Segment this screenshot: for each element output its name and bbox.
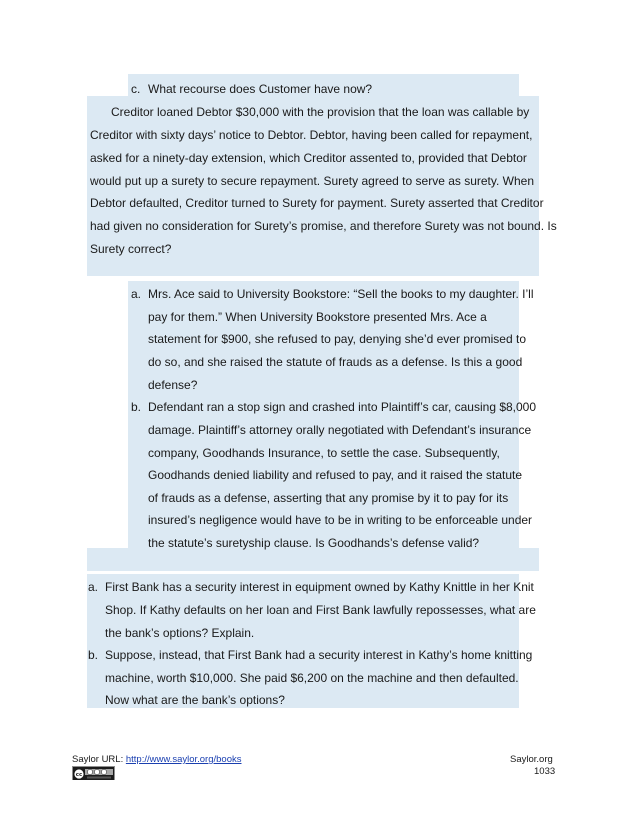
footer-url-line	[72, 754, 242, 765]
list-item-line: machine, worth $10,000. She paid $6,200 on the machine and then defaulted.	[105, 671, 519, 685]
list-item-line: the statute’s suretyship clause. Is Goodhands’s defense valid?	[148, 536, 480, 550]
list-marker: a.	[131, 287, 142, 301]
list-item-line: statement for $900, she refused to pay, denying she’d ever promised to	[148, 332, 526, 346]
page-number: 1033	[534, 766, 556, 777]
list-marker: a.	[88, 580, 99, 594]
creative-commons-license-icon	[72, 766, 115, 780]
question-text: What recourse does Customer have now?	[148, 82, 373, 96]
list-marker: b.	[88, 648, 99, 662]
svg-text:cc: cc	[75, 772, 83, 778]
cc-badge-graphic	[73, 768, 114, 780]
paragraph-line: Debtor defaulted, Creditor turned to Surety for payment. Surety asserted that Creditor	[90, 196, 544, 210]
list-item-line: Defendant ran a stop sign and crashed into Plaintiff’s car, causing $8,000	[148, 400, 537, 414]
list-item-line: insured’s negligence would have to be in writing to be enforceable under	[148, 513, 533, 527]
list-item-line: First Bank has a security interest in equipment owned by Kathy Knittle in her Knit	[105, 580, 534, 594]
paragraph-line: had given no consideration for Surety’s promise, and therefore Surety was not bound. Is	[90, 219, 557, 233]
list-item-line: Mrs. Ace said to University Bookstore: “Sell the books to my daughter. I’ll	[148, 287, 534, 301]
list-marker: c.	[131, 82, 141, 96]
paragraph-line: Creditor with sixty days’ notice to Debtor. Debtor, having been called for repayment,	[90, 128, 533, 142]
highlight-list2	[87, 574, 519, 708]
list-item-line: Goodhands denied liability and refused to pay, and it raised the statute	[148, 468, 523, 482]
paragraph-line: Creditor loaned Debtor $30,000 with the provision that the loan was callable by	[111, 105, 530, 119]
list-item-line: damage. Plaintiff’s attorney orally negotiated with Defendant’s insurance	[148, 423, 532, 437]
list-item-line: company, Goodhands Insurance, to settle the case. Subsequently,	[148, 446, 500, 460]
list-item-line: Now what are the bank’s options?	[105, 693, 285, 707]
paragraph-line: would put up a surety to secure repayment. Surety agreed to serve as surety. When	[90, 174, 535, 188]
list-marker: b.	[131, 400, 142, 414]
list-item-line: Suppose, instead, that First Bank had a security interest in Kathy’s home knitting	[105, 648, 533, 662]
list-item-line: defense?	[148, 378, 198, 392]
highlight-list1-tail	[87, 548, 539, 571]
footer-site: Saylor.org	[510, 754, 553, 765]
list-item-line: Shop. If Kathy defaults on her loan and First Bank lawfully repossesses, what are	[105, 603, 536, 617]
list-item-line: of frauds as a defense, asserting that any promise by it to pay for its	[148, 491, 509, 505]
list-item-line: the bank’s options? Explain.	[105, 626, 255, 640]
paragraph-line: Surety correct?	[90, 242, 172, 256]
saylor-books-link[interactable]: http://www.saylor.org/books	[125, 754, 242, 765]
list-item-line: do so, and she raised the statute of frauds as a defense. Is this a good	[148, 355, 523, 369]
paragraph-line: asked for a ninety-day extension, which Creditor assented to, provided that Debtor	[90, 151, 527, 165]
list-item-line: pay for them.” When University Bookstore presented Mrs. Ace a	[148, 310, 487, 324]
footer-url-label: Saylor URL:	[72, 754, 126, 765]
